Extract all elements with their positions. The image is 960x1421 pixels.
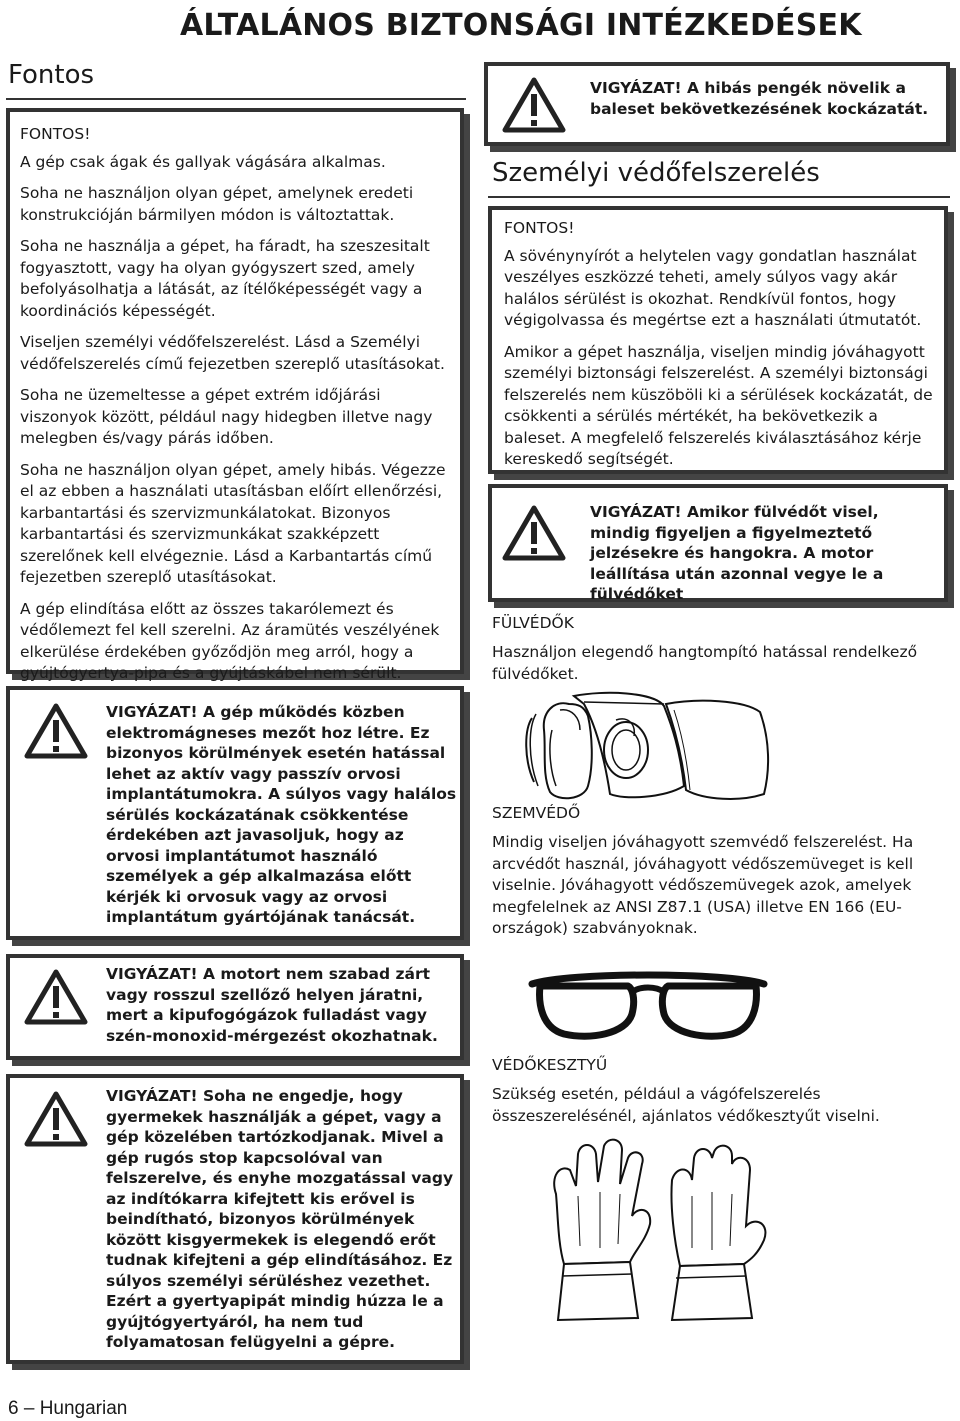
- warning-triangle-icon: [502, 504, 566, 562]
- warning-text: VIGYÁZAT! Soha ne engedje, hogy gyermekek használják a gépet, vagy a gép közelében tartózkodjanak. Mivel a gép rugós stop kapcsolóval van felszerelve, és enyhe mozgatással vagy az indítókarra kifejtett kis erővel is beindítható, bizonyos körülmények között kisgyermekek is elegendő erőt tudnak kifejteni a gép elindításához. Ez súlyos személyi sérüléshez vezethet. Ezért a gyertyapipát mindig húzza le a gyújtógyertyáról, ha nem tud folyamatosan felügyelni a gépre.: [106, 1087, 454, 1351]
- important-paragraph: Soha ne használja a gépet, ha fáradt, ha szeszesitalt fogyasztott, vagy ha olyan gyógyszert szed, amely befolyásolhatja a látását, az ítélőképességét vagy a koordinációs képességét.: [20, 237, 430, 320]
- important-paragraph: Viseljen személyi védőfelszerelést. Lásd a Személyi védőfelszerelés című fejezetben szereplő utasításokat.: [20, 333, 445, 373]
- section-label-ear: FÜLVÉDŐK: [492, 614, 574, 632]
- warning-text: VIGYÁZAT! Amikor fülvédőt visel, mindig figyeljen a figyelmeztető jelzésekre és hangokra. A motor leállítása után azonnal vegye le a fülvédőket: [590, 503, 884, 603]
- page-number: 6 – Hungarian: [8, 1398, 128, 1419]
- warning-box-ear: [488, 484, 948, 602]
- important-label: FONTOS!: [504, 219, 575, 237]
- important-paragraph: Soha ne használjon olyan gépet, amely hibás. Végezze el az ebben a használati utasításban előírt ellenőrzési, karbantartási és szervizmunkálatokat. Bizonyos karbantartási és szervizmunkákat szakképzett szerelőnek kell elvégeznie. Lásd a Karbantartás című fejezetben szereplő utasításokat.: [20, 460, 446, 586]
- section-label-eye: SZEMVÉDŐ: [492, 804, 581, 822]
- safety-glasses-image: [528, 968, 768, 1042]
- warning-box-children: [6, 1074, 464, 1364]
- section-heading-fontos: Fontos: [8, 60, 95, 90]
- section-text-gloves: Szükség esetén, például a vágófelszerelés összeszerelésénél, ajánlatos védőkesztyűt viselni.: [492, 1085, 880, 1125]
- warning-box-blades: [484, 62, 950, 146]
- warning-triangle-icon: [24, 702, 88, 760]
- section-label-gloves: VÉDŐKESZTYŰ: [492, 1056, 608, 1074]
- heading-rule: [488, 196, 950, 198]
- important-label: FONTOS!: [20, 125, 91, 143]
- important-paragraph: A gép elindítása előtt az összes takarólemezt és védőlemezt fel kell szerelni. Az áramütés veszélyének elkerülése érdekében győződjön meg arról, hogy a gyújtógyertya-pipa és a gyújtáskábel nem sérült.: [20, 599, 440, 682]
- ear-protection-visor-image: [514, 690, 774, 804]
- warning-triangle-icon: [502, 76, 566, 134]
- warning-box-exhaust: [6, 954, 464, 1060]
- warning-text: VIGYÁZAT! A motort nem szabad zárt vagy rosszul szellőző helyen járatni, mert a kipufogógázok fulladást vagy szén-monoxid-mérgezést okozhatnak.: [106, 965, 438, 1045]
- warning-triangle-icon: [24, 968, 88, 1026]
- important-paragraph: Amikor a gépet használja, viseljen mindig jóváhagyott személyi biztonsági felszerelést. A személyi biztonsági felszerelés nem küszöböli ki a sérülések kockázatát, de csökkenti a sérülés mértékét, ha bekövetkezik a baleset. A megfelelő felszerelés kiválasztásához kérje kereskedő segítségét.: [504, 342, 933, 468]
- important-paragraph: Soha ne üzemeltesse a gépet extrém időjárási viszonyok között, például nagy hidegben illetve nagy melegben és/vagy párás időben.: [20, 386, 433, 447]
- section-text-ear: Használjon elegendő hangtompító hatással rendelkező fülvédőket.: [492, 643, 918, 683]
- warning-text: VIGYÁZAT! A gép működés közben elektromágneses mezőt hoz létre. Ez bizonyos körülmények esetén hatással lehet az aktív vagy passzív orvosi implantátumokra. A súlyos vagy halálos sérülés kockázatának csökkentése érdekében azt javasoljuk, hogy az orvosi implantátumot használó személyek a gép alkalmazása előtt kérjék ki orvosuk vagy az orvosi implantátum gyártójának tanácsát.: [106, 703, 457, 926]
- important-box-left: [6, 108, 464, 682]
- important-paragraph: A gép csak ágak és gallyak vágására alkalmas.: [20, 152, 386, 171]
- warning-triangle-icon: [24, 1090, 88, 1148]
- page-title: ÁLTALÁNOS BIZTONSÁGI INTÉZKEDÉSEK: [180, 8, 862, 43]
- heading-rule: [6, 98, 466, 100]
- protective-gloves-image: [534, 1136, 774, 1326]
- section-heading-ppe: Személyi védőfelszerelés: [492, 158, 820, 188]
- section-text-eye: Mindig viseljen jóváhagyott szemvédő felszerelést. Ha arcvédőt használ, jóváhagyott védőszemüveget is kell viselnie. Jóváhagyott védőszemüvegek azok, amelyek megfelelnek az ANSI Z87.1 (USA) illetve EN 166 (EU-országok) szabványoknak.: [492, 833, 914, 937]
- important-box-right: [488, 206, 948, 474]
- important-paragraph: A sövénynyírót a helytelen vagy gondatlan használat veszélyes eszközzé teheti, amely súlyos vagy akár halálos sérülést is okozhat. Rendkívül fontos, hogy végigolvassa és megértse ezt a használati útmutatót.: [504, 246, 922, 329]
- warning-box-electromagnetic: [6, 686, 464, 940]
- warning-text: VIGYÁZAT! A hibás pengék növelik a baleset bekövetkezésének kockázatát.: [590, 79, 929, 118]
- important-paragraph: Soha ne használjon olyan gépet, amelynek eredeti konstrukcióján bármilyen módon is változtattak.: [20, 184, 414, 224]
